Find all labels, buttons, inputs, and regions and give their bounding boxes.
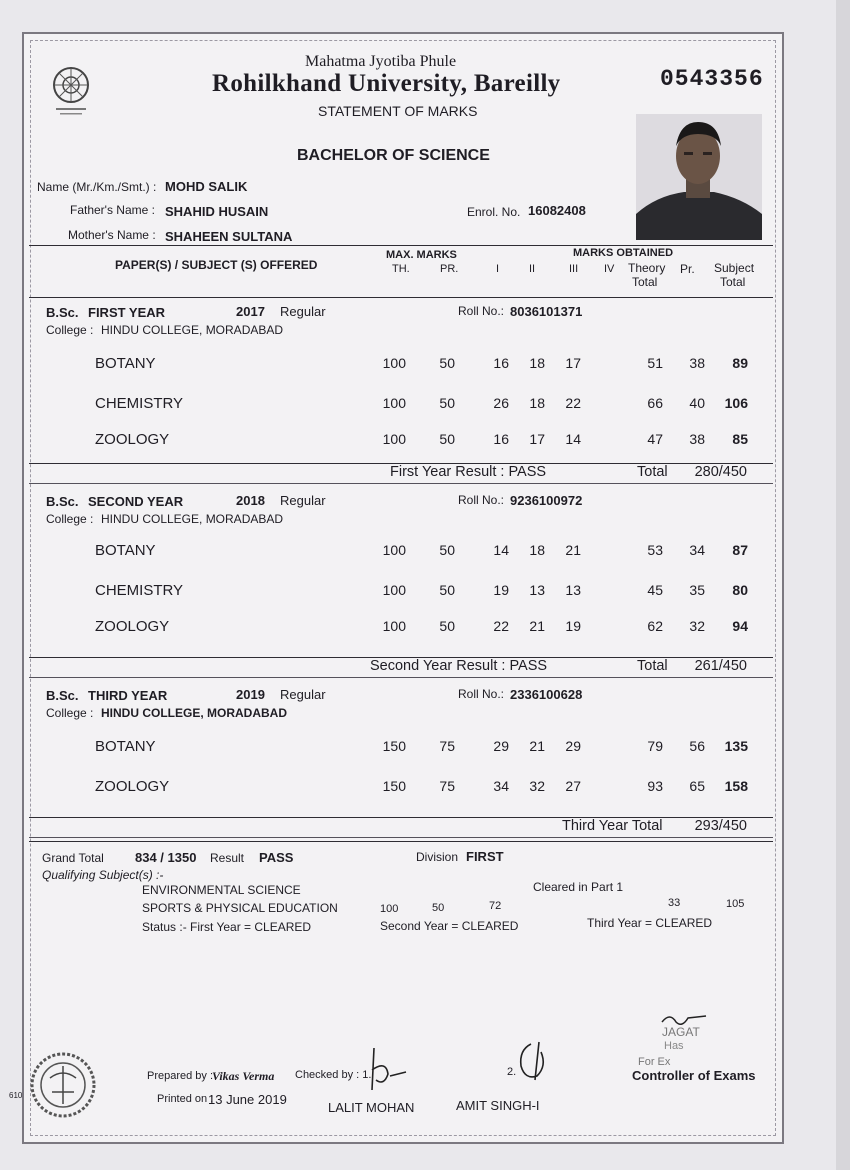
serial-number: 0543356: [660, 66, 764, 92]
mark-pr: 50: [439, 542, 455, 558]
mother-name: SHAHEEN SULTANA: [165, 229, 293, 244]
mark-pr: 50: [439, 582, 455, 598]
subject-name: BOTANY: [95, 355, 156, 372]
roll-number: 2336100628: [510, 687, 583, 702]
division-value: FIRST: [466, 849, 504, 864]
university-emblem-icon: [50, 60, 92, 120]
for-label: For Ex: [638, 1056, 671, 1068]
q2-i: 72: [489, 900, 502, 912]
mark-pr: 50: [439, 355, 455, 371]
status-first-year: Status :- First Year = CLEARED: [142, 920, 312, 934]
mark-i: 26: [493, 395, 509, 411]
year-total-value: 261/450: [694, 658, 747, 674]
mark-total: 106: [724, 395, 748, 411]
mark-pr: 50: [439, 618, 455, 634]
mark-pr-obt: 65: [689, 778, 705, 794]
checker-signature-2: [513, 1040, 553, 1084]
section-rule-bottom: [29, 837, 773, 838]
signatory-name: JAGAT: [662, 1025, 700, 1039]
mark-ii: 18: [529, 395, 545, 411]
year-session: 2017: [236, 304, 265, 319]
college-name: HINDU COLLEGE, MORADABAD: [101, 706, 287, 720]
subject-name: ZOOLOGY: [95, 778, 170, 795]
col-i: I: [496, 263, 500, 275]
mark-pr-obt: 56: [689, 738, 705, 754]
mark-i: 34: [493, 778, 509, 794]
q2-total: 105: [726, 898, 745, 910]
mark-ii: 18: [529, 542, 545, 558]
year-total-label: Third Year Total: [562, 818, 663, 834]
mark-i: 22: [493, 618, 509, 634]
year-result: First Year Result : PASS: [390, 464, 547, 480]
university-line1: Mahatma Jyotiba Phule: [305, 53, 457, 70]
mark-theory: 62: [647, 618, 663, 634]
college-name: HINDU COLLEGE, MORADABAD: [101, 323, 284, 337]
degree-title: BACHELOR OF SCIENCE: [297, 147, 490, 164]
controller-of-exams: Controller of Exams: [632, 1068, 756, 1083]
q2-pr: 50: [432, 902, 445, 914]
mark-total: 85: [732, 431, 748, 447]
year-type: Regular: [280, 687, 326, 702]
qualifying-label: Qualifying Subject(s) :-: [42, 868, 164, 882]
statement-title: STATEMENT OF MARKS: [318, 103, 478, 119]
roll-number: 9236100972: [510, 493, 583, 508]
mark-iii: 14: [565, 431, 581, 447]
printed-label: Printed on :: [157, 1093, 214, 1105]
roll-number: 8036101371: [510, 304, 583, 319]
subject-name: CHEMISTRY: [95, 582, 184, 599]
year-label: FIRST YEAR: [88, 305, 166, 320]
qualifying-subject-1: ENVIRONMENTAL SCIENCE: [142, 883, 301, 897]
college-label: College :: [46, 706, 94, 720]
year-total-value: 280/450: [694, 464, 747, 480]
col-theory-total: Total: [632, 275, 658, 289]
mark-th: 100: [382, 618, 406, 634]
mark-iii: 19: [565, 618, 581, 634]
subject-name: BOTANY: [95, 542, 156, 559]
mark-pr-obt: 38: [689, 355, 705, 371]
mark-iii: 22: [565, 395, 581, 411]
division-label: Division: [416, 850, 459, 864]
mark-ii: 32: [529, 778, 545, 794]
subject-name: ZOOLOGY: [95, 431, 170, 448]
enrol-number: 16082408: [528, 203, 586, 218]
page-edge: [836, 0, 850, 1170]
mark-i: 16: [493, 431, 509, 447]
student-photo: [636, 114, 762, 240]
mark-ii: 21: [529, 618, 545, 634]
mark-theory: 79: [647, 738, 663, 754]
col-max-marks: MAX. MARKS: [386, 249, 457, 261]
year-course: B.Sc.: [46, 305, 79, 320]
result-label: Result: [210, 851, 245, 865]
status-third-year: Third Year = CLEARED: [587, 916, 713, 930]
mark-th: 150: [382, 778, 406, 794]
mark-pr-obt: 32: [689, 618, 705, 634]
mark-ii: 18: [529, 355, 545, 371]
mark-iii: 21: [565, 542, 581, 558]
mark-total: 158: [724, 778, 748, 794]
checked-label: Checked by : 1.: [295, 1069, 372, 1081]
father-name: SHAHID HUSAIN: [165, 204, 269, 219]
mark-pr: 50: [439, 395, 455, 411]
mark-total: 89: [732, 355, 748, 371]
year-session: 2018: [236, 493, 265, 508]
checker-name-1: LALIT MOHAN: [328, 1100, 415, 1115]
mark-ii: 21: [529, 738, 545, 754]
mark-i: 16: [493, 355, 509, 371]
year-total-label: Total: [637, 464, 668, 480]
year-total-label: Total: [637, 658, 668, 674]
mark-theory: 47: [647, 431, 663, 447]
summary-rule: [29, 841, 773, 842]
mark-i: 19: [493, 582, 509, 598]
grand-total-value: 834 / 1350: [135, 850, 197, 865]
roll-label: Roll No.:: [458, 687, 505, 701]
col-marks-obtained: MARKS OBTAINED: [573, 247, 674, 259]
father-label: Father's Name :: [70, 203, 155, 217]
grand-total-label: Grand Total: [42, 851, 104, 865]
year-label: SECOND YEAR: [88, 494, 184, 509]
result-value: PASS: [259, 850, 294, 865]
college-label: College :: [46, 512, 94, 526]
subject-name: ZOOLOGY: [95, 618, 170, 635]
col-pr-obtained: Pr.: [680, 262, 695, 276]
section-rule-bottom: [29, 483, 773, 484]
mark-th: 100: [382, 582, 406, 598]
mark-total: 135: [724, 738, 748, 754]
printed-on: 13 June 2019: [208, 1092, 287, 1107]
col-theory: Theory: [628, 261, 666, 275]
year-type: Regular: [280, 304, 326, 319]
col-subject: Subject: [714, 261, 755, 275]
mark-iii: 13: [565, 582, 581, 598]
checker-name-2: AMIT SINGH-I: [456, 1098, 540, 1113]
mark-iii: 17: [565, 355, 581, 371]
col-papers: PAPER(S) / SUBJECT (S) OFFERED: [115, 258, 318, 272]
name-label: Name (Mr./Km./Smt.) :: [37, 180, 157, 194]
page-mark: 610: [9, 1091, 23, 1100]
prepared-by: Vikas Verma: [212, 1069, 275, 1083]
mark-theory: 66: [647, 395, 663, 411]
mark-iii: 29: [565, 738, 581, 754]
year-result: Second Year Result : PASS: [370, 658, 548, 674]
mark-ii: 17: [529, 431, 545, 447]
col-iii: III: [569, 263, 579, 275]
mark-pr: 75: [439, 738, 455, 754]
q2-pr-obtained: 33: [668, 897, 681, 909]
enrol-label: Enrol. No.: [467, 205, 521, 219]
college-label: College :: [46, 323, 94, 337]
status-second-year: Second Year = CLEARED: [380, 919, 519, 933]
section-rule-bottom: [29, 677, 773, 678]
mark-pr: 75: [439, 778, 455, 794]
signatory-sub: Has: [664, 1040, 684, 1052]
mark-theory: 45: [647, 582, 663, 598]
mark-th: 100: [382, 395, 406, 411]
header-bottom-rule: [29, 297, 773, 298]
mark-total: 80: [732, 582, 748, 598]
mark-ii: 13: [529, 582, 545, 598]
mark-theory: 53: [647, 542, 663, 558]
year-total-value: 293/450: [694, 818, 747, 834]
checker-2-number: 2.: [507, 1066, 517, 1078]
mark-i: 29: [493, 738, 509, 754]
subject-name: BOTANY: [95, 738, 156, 755]
year-label: THIRD YEAR: [88, 688, 168, 703]
college-name: HINDU COLLEGE, MORADABAD: [101, 512, 284, 526]
subject-name: CHEMISTRY: [95, 395, 184, 412]
col-th: TH.: [392, 263, 410, 275]
mark-th: 150: [382, 738, 406, 754]
mark-total: 87: [732, 542, 748, 558]
mark-pr-obt: 34: [689, 542, 705, 558]
roll-label: Roll No.:: [458, 493, 505, 507]
checker-signature-1: [362, 1046, 410, 1092]
q2-th: 100: [380, 903, 399, 915]
mark-theory: 93: [647, 778, 663, 794]
student-name: MOHD SALIK: [165, 179, 248, 194]
mark-pr-obt: 40: [689, 395, 705, 411]
mark-total: 94: [732, 618, 748, 634]
mark-theory: 51: [647, 355, 663, 371]
mark-pr-obt: 35: [689, 582, 705, 598]
qualifying-subject-1-status: Cleared in Part 1: [533, 880, 624, 894]
col-subject-total: Total: [720, 275, 746, 289]
mark-pr: 50: [439, 431, 455, 447]
mark-iii: 27: [565, 778, 581, 794]
university-name: Rohilkhand University, Bareilly: [212, 70, 561, 97]
mother-label: Mother's Name :: [68, 228, 156, 242]
mark-pr-obt: 38: [689, 431, 705, 447]
prepared-label: Prepared by :: [147, 1070, 214, 1082]
year-course: B.Sc.: [46, 494, 79, 509]
year-course: B.Sc.: [46, 688, 79, 703]
col-pr: PR.: [440, 263, 459, 275]
col-iv: IV: [604, 263, 615, 275]
mark-th: 100: [382, 431, 406, 447]
university-seal-icon: [30, 1052, 96, 1118]
year-session: 2019: [236, 687, 265, 702]
year-type: Regular: [280, 493, 326, 508]
mark-th: 100: [382, 355, 406, 371]
header-top-rule: [29, 245, 773, 246]
qualifying-subject-2: SPORTS & PHYSICAL EDUCATION: [142, 901, 338, 915]
mark-th: 100: [382, 542, 406, 558]
col-ii: II: [529, 263, 536, 275]
roll-label: Roll No.:: [458, 304, 505, 318]
mark-i: 14: [493, 542, 509, 558]
